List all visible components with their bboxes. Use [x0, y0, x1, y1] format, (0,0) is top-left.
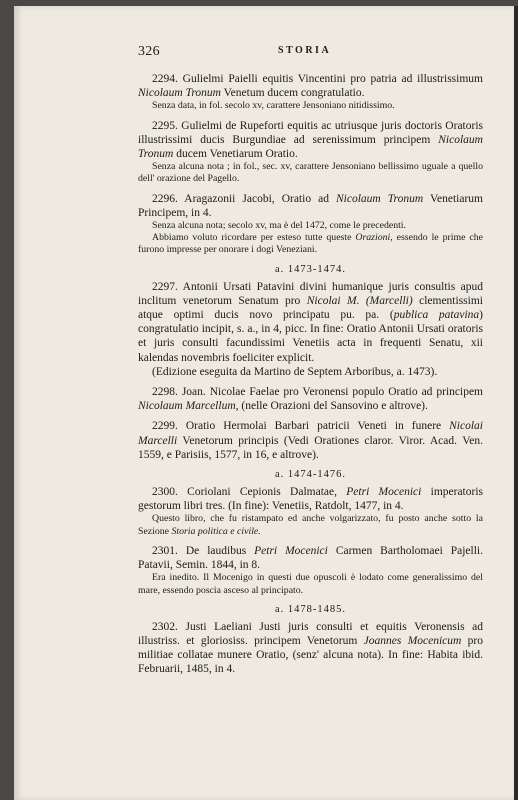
entry-text-part: ducem Venetiarum Oratio. [173, 148, 298, 161]
year-heading: a. 1474-1476. [274, 469, 347, 481]
entry-2294 [138, 72, 483, 113]
entry-text [138, 192, 483, 220]
note-part: Abbiamo voluto ricordare per esteso tutte queste [152, 232, 356, 244]
entry-note [138, 232, 483, 256]
page-number: 326 [138, 44, 160, 59]
entry-text-part: 2302. Justi Laeliani Justi juris consulti et equitis Veronensis ad illustriss. et gloriosiss. principem Venetorum [138, 620, 483, 647]
entry-text-part: clementissimi atque optimi ducis novo principatu pu. pa. ( [138, 294, 483, 322]
entry-text-part: Venetum ducem congratulatio. [220, 87, 365, 100]
note-italic: Storia politica e civile. [171, 525, 261, 537]
entry-name-italic: Nicolaum Tronum [336, 192, 424, 205]
entry-text-part: 2300. Coriolani Cepionis Dalmatae, [152, 486, 347, 499]
entry-2301 [138, 544, 483, 597]
entry-text [138, 72, 483, 100]
entry-text: (Edizione eseguita da Martino de Septem Arboribus, a. 1473). [152, 365, 438, 378]
page-content [138, 72, 483, 683]
entry-text [138, 119, 483, 162]
entry-2295 [138, 119, 483, 186]
entry-name-italic: Nicolai M. (Marcelli) [306, 294, 413, 307]
entry-text-part: imperatoris gestorum libri tres. (In fine): Venetiis, Ratdolt, 1477, in 4. [138, 486, 484, 513]
entry-name-italic: Nicolaum Tronum [138, 133, 483, 161]
entry-text-part: ) congratulatio incipit, s. a., in 4, picc. In fine: Oratio Antonii Ursati oratoris et juris consulti facundissimi Venetiis acta in frequenti Senatu, xii kalendas novembris foeliciter explicit. [138, 309, 483, 364]
entry-name-italic: Petri Mocenici [346, 486, 422, 499]
entry-name-italic: Nicolai Marcelli [138, 420, 483, 447]
entry-text-part: 2301. De laudibus [152, 544, 255, 557]
entry-text-part: Carmen Bartholomaei Pajelli. Patavii, Semin. 1844, in 8. [138, 544, 483, 572]
entry-name-italic: Joannes Mocenicum [363, 634, 462, 647]
page-edge [514, 6, 518, 800]
year-heading: a. 1473-1474. [274, 263, 347, 275]
entry-note: Senza alcuna nota ; in fol., sec. xv, carattere Jensoniano bellissimo uguale a quello dell' orazione del Pagello. [138, 161, 483, 185]
entry-text-part: 2296. Aragazonii Jacobi, Oratio ad [152, 192, 337, 205]
entry-name-italic: publica patavina [393, 309, 480, 322]
entry-2300 [138, 485, 483, 538]
entry-text [138, 419, 483, 462]
entry-text-part: pro militiae collatae munere Oratio, (senz' alcuna nota). In fine: Habita ibid. Februarii, 1485, in 4. [138, 634, 484, 676]
entry-2302 [138, 620, 483, 677]
entry-text-part: (nelle Orazioni del Sansovino e altrove). [238, 400, 428, 413]
entry-text [138, 620, 483, 677]
entry-note [138, 513, 483, 537]
entry-text-part: 2297. Antonii Ursati Patavini divini humanique juris consultis apud inclitum venetorum Senatum pro [138, 280, 483, 307]
entry-text [138, 544, 483, 572]
entry-name-italic: Nicolaum Tronum [138, 87, 221, 100]
entry-2298 [138, 385, 483, 413]
entry-note: Senza data, in fol. secolo xv, carattere Jensoniano nitidissimo. [152, 100, 395, 112]
note-italic: Orazioni, [355, 232, 393, 244]
year-heading: a. 1478-1485. [274, 603, 347, 615]
entry-text-part: Venetorum principis (Vedi Orationes claror. Viror. Acad. Ven. 1559, e Parisiis, 1577, in 16, e altrove). [138, 434, 483, 461]
entry-text [138, 280, 483, 365]
entry-text-part: Venetiarum Principem, in 4. [138, 192, 483, 219]
entry-2299 [138, 419, 483, 462]
note-part: essendo le prime che furono impresse per onorare i dogi Veneziani. [138, 232, 483, 256]
entry-text [138, 385, 483, 413]
entry-note: Era inedito. Il Mocenigo in questi due opuscoli è lodato come generalissimo del mare, essendo poscia asceso al principato. [138, 572, 483, 596]
entry-text-part: 2298. Joan. Nicolae Faelae pro Veronensi populo Oratio ad principem [152, 386, 483, 399]
entry-name-italic: Nicolaum Marcellum, [138, 400, 239, 413]
entry-text-part: 2295. Gulielmi de Rupeforti equitis ac utriusque juris doctoris Oratoris illustrissimi ducis Burgundiae ad serenissimum principem [138, 119, 483, 146]
entry-text [138, 485, 483, 513]
section-title: STORIA [278, 45, 332, 56]
running-head [138, 44, 483, 62]
entry-2296 [138, 192, 483, 257]
entry-text-part: 2299. Oratio Hermolai Barbari patricii Veneti in funere [152, 420, 450, 433]
entry-note: Senza alcuna nota; secolo xv, ma è del 1472, come le precedenti. [152, 220, 406, 232]
entry-text-part: 2294. Gulielmi Paielli equitis Vincentini pro patria ad illustrissimum [152, 73, 483, 85]
entry-name-italic: Petri Mocenici [254, 544, 328, 557]
entry-2297 [138, 280, 483, 379]
note-part: Questo libro, che fu ristampato ed anche volgarizzato, fu posto anche sotto la Sezione [138, 513, 483, 537]
